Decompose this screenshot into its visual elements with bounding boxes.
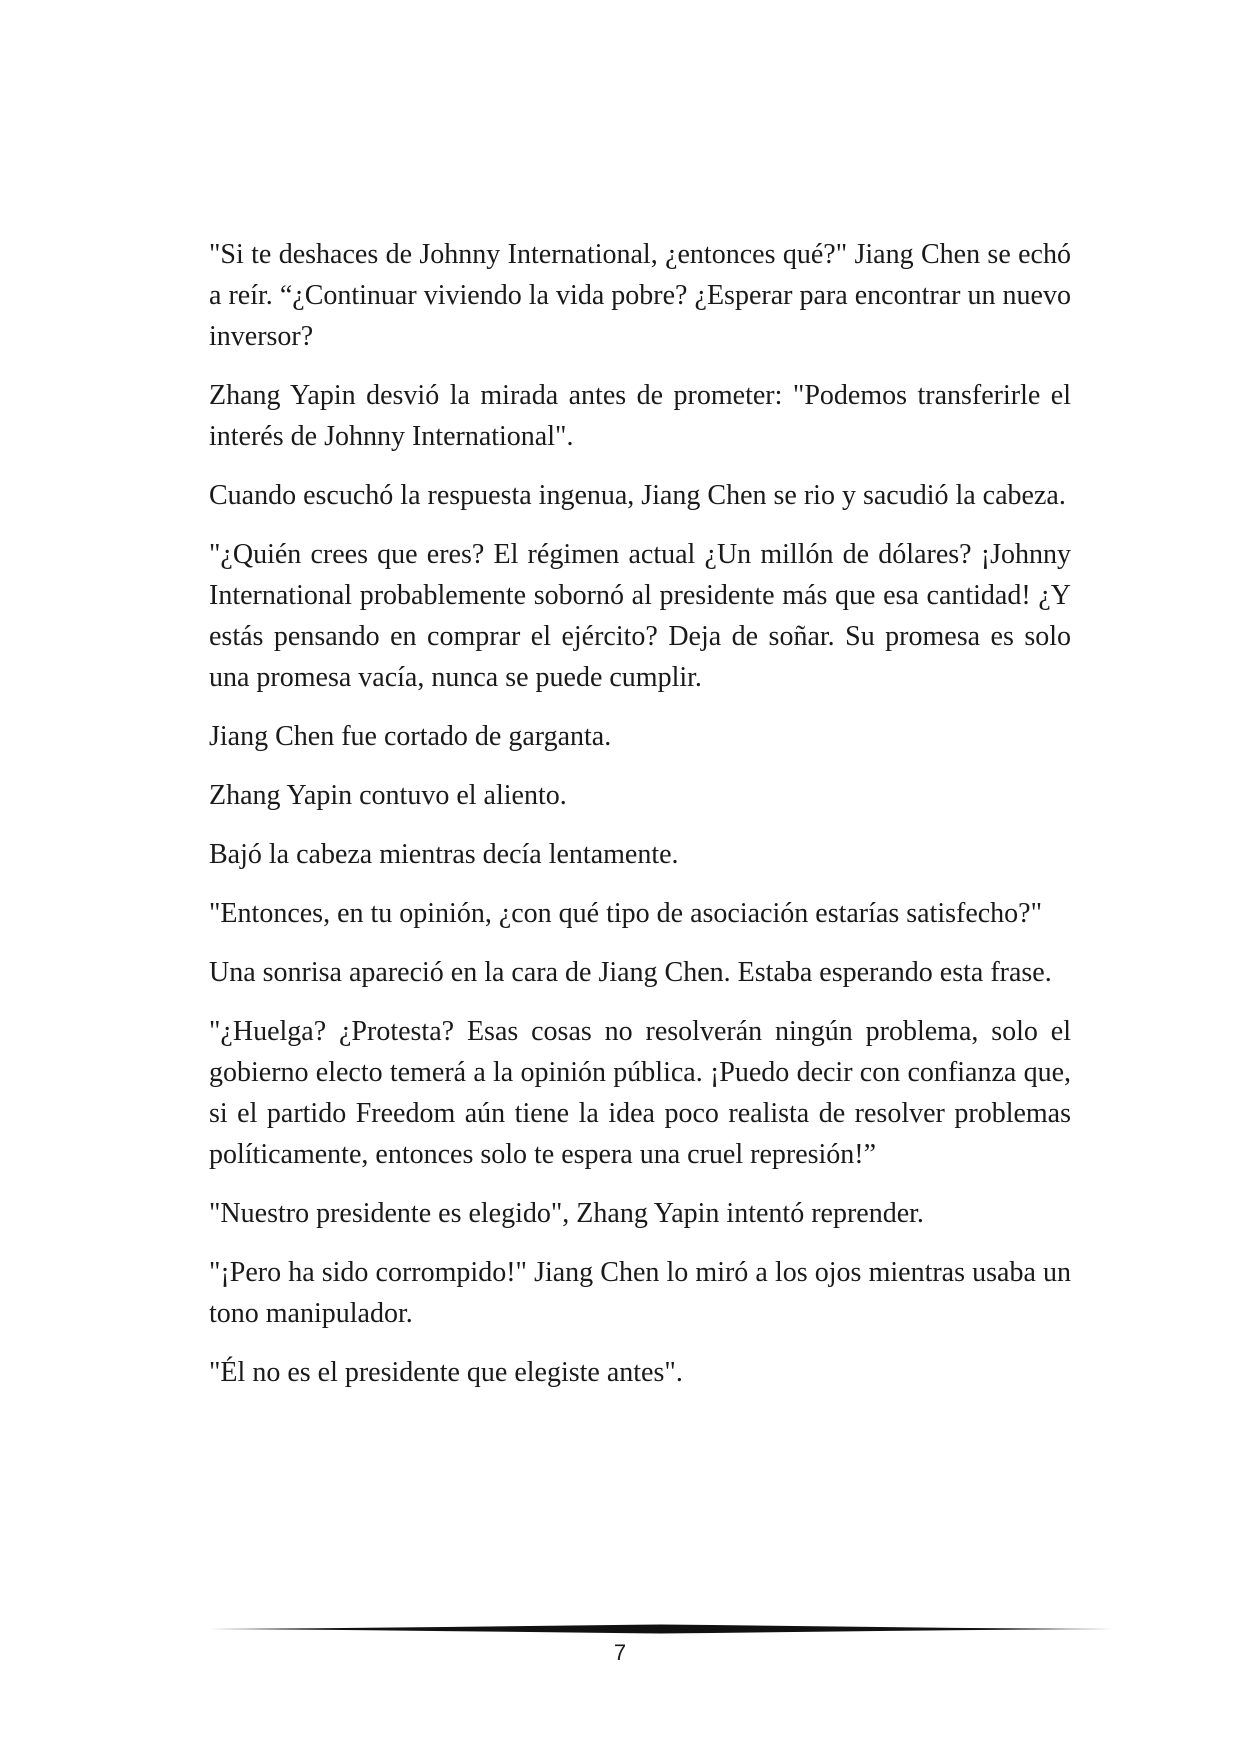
paragraph: "Entonces, en tu opinión, ¿con qué tipo de asociación estarías satisfecho?": [209, 898, 1043, 929]
paragraph: Jiang Chen fue cortado de garganta.: [209, 721, 612, 752]
paragraph: Zhang Yapin desvió la mirada antes de prometer: "Podemos transferirle el interés de Johnny International".: [209, 380, 1071, 452]
footer-divider: [209, 1623, 1114, 1635]
paragraph: "Si te deshaces de Johnny International, ¿entonces qué?" Jiang Chen se echó a reír. “¿Continuar viviendo la vida pobre? ¿Esperar para encontrar un nuevo inversor?: [209, 239, 1071, 352]
paragraph: Zhang Yapin contuvo el aliento.: [209, 780, 567, 811]
paragraph: Una sonrisa apareció en la cara de Jiang Chen. Estaba esperando esta frase.: [209, 957, 1052, 988]
page-number: 7: [613, 1640, 627, 1665]
paragraph: "¡Pero ha sido corrompido!" Jiang Chen lo miró a los ojos mientras usaba un tono manipulador.: [209, 1257, 1071, 1329]
paragraph: "Él no es el presidente que elegiste antes".: [209, 1357, 683, 1388]
paragraph: "¿Huelga? ¿Protesta? Esas cosas no resolverán ningún problema, solo el gobierno electo temerá a la opinión pública. ¡Puedo decir con confianza que, si el partido Freedom aún tiene la idea poco realista de resolver problemas políticamente, entonces solo te espera una cruel represión!”: [209, 1016, 1071, 1170]
paragraph: "Nuestro presidente es elegido", Zhang Yapin intentó reprender.: [209, 1198, 924, 1229]
body-text: [209, 234, 1071, 1411]
paragraph: "¿Quién crees que eres? El régimen actual ¿Un millón de dólares? ¡Johnny International probablemente sobornó al presidente más que esa cantidad! ¿Y estás pensando en comprar el ejército? Deja de soñar. Su promesa es solo una promesa vacía, nunca se puede cumplir.: [209, 539, 1071, 693]
paragraph: Bajó la cabeza mientras decía lentamente.: [209, 839, 679, 870]
paragraph: Cuando escuchó la respuesta ingenua, Jiang Chen se rio y sacudió la cabeza.: [209, 480, 1066, 511]
